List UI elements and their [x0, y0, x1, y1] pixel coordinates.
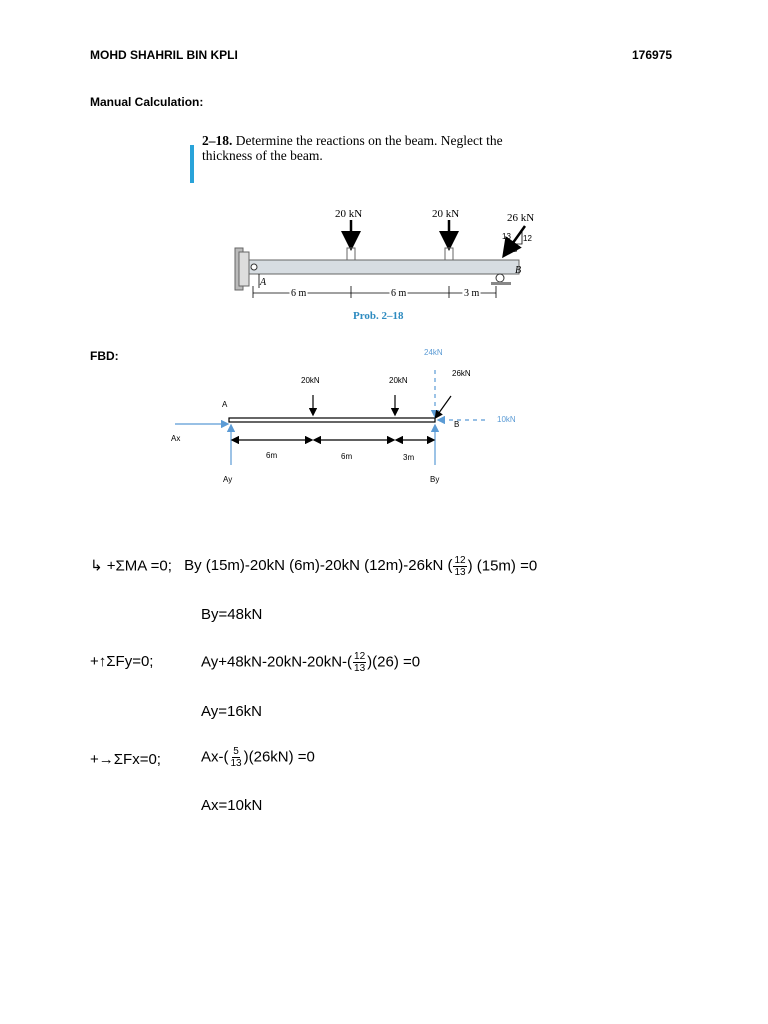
- ay-result: Ay=16kN: [201, 703, 263, 720]
- fy-fraction: $\frac{12}{13}$: [354, 651, 366, 674]
- fbd-load10-label: 10kN: [497, 415, 516, 424]
- problem-dim3: 3 m: [464, 288, 480, 299]
- fbd-figure: [165, 340, 535, 490]
- fy-prefix: +↑ΣFy=0;: [90, 653, 154, 670]
- author-name: MOHD SHAHRIL BIN KPLI: [90, 48, 238, 62]
- fy-tail: )(26) =0: [367, 653, 421, 671]
- fbd-load1-label: 20kN: [301, 376, 320, 385]
- problem-point-b: B: [515, 265, 522, 276]
- fbd-load26-label: 26kN: [452, 369, 471, 378]
- slope-horiz-label: 5: [513, 245, 518, 254]
- fbd-point-b: B: [454, 420, 460, 429]
- problem-number: 2–18.: [202, 133, 233, 148]
- fy-equation: [201, 651, 420, 674]
- load26-arrow: [436, 396, 451, 417]
- moment-fraction: $\frac{12}{13}$: [454, 555, 466, 578]
- fx-body: Ax-(: [201, 748, 229, 766]
- problem-text-line2: thickness of the beam.: [202, 148, 323, 163]
- fbd-beam: [229, 418, 435, 422]
- problem-dim2: 6 m: [391, 288, 407, 299]
- ax-result: Ax=10kN: [201, 797, 263, 814]
- fbd-label: FBD:: [90, 349, 119, 363]
- fbd-ax-label: Ax: [171, 434, 181, 443]
- fx-equation: [201, 746, 315, 769]
- moment-body: By (15m)-20kN (6m)-20kN (12m)-26kN (: [184, 557, 453, 575]
- fbd-load24-label: 24kN: [424, 348, 443, 357]
- load1-label: 20 kN: [335, 208, 363, 220]
- slope-vert-label: 12: [523, 234, 532, 243]
- moment-prefix: ↳ +ΣMA =0;: [90, 557, 172, 575]
- fbd-load2-label: 20kN: [389, 376, 408, 385]
- problem-text-line1: Determine the reactions on the beam. Neglect the: [235, 133, 503, 148]
- roller-b: [496, 274, 504, 282]
- fbd-dim1-label: 6m: [266, 451, 278, 460]
- fbd-dim3-label: 3m: [403, 453, 415, 462]
- problem-statement: [202, 133, 503, 163]
- problem-point-a: A: [260, 277, 267, 288]
- load3-label: 26 kN: [507, 212, 535, 224]
- problem-dim1: 6 m: [291, 288, 307, 299]
- problem-caption: Prob. 2–18: [353, 310, 404, 322]
- by-result: By=48kN: [201, 606, 263, 623]
- beam: [249, 260, 522, 276]
- fx-tail: )(26kN) =0: [243, 748, 315, 766]
- load2-label: 20 kN: [432, 208, 460, 220]
- fx-prefix: +→ΣFx=0;: [90, 751, 161, 768]
- fbd-point-a: A: [222, 400, 228, 409]
- moment-tail: ) (15m) =0: [467, 557, 538, 575]
- pin-a: [251, 264, 257, 270]
- problem-accent-bar: [190, 145, 194, 183]
- fx-fraction: $\frac{5}{13}$: [230, 746, 242, 769]
- slope-hyp-label: 13: [502, 232, 511, 241]
- slope-triangle: [511, 230, 522, 244]
- student-id: 176975: [632, 48, 673, 62]
- section-title: Manual Calculation:: [90, 95, 204, 109]
- fbd-ay-label: Ay: [223, 475, 233, 484]
- problem-beam-figure: [225, 200, 575, 330]
- fbd-by-label: By: [430, 475, 440, 484]
- moment-equation: [90, 555, 537, 578]
- fbd-dim2-label: 6m: [341, 452, 353, 461]
- fy-body: Ay+48kN-20kN-20kN-(: [201, 653, 353, 671]
